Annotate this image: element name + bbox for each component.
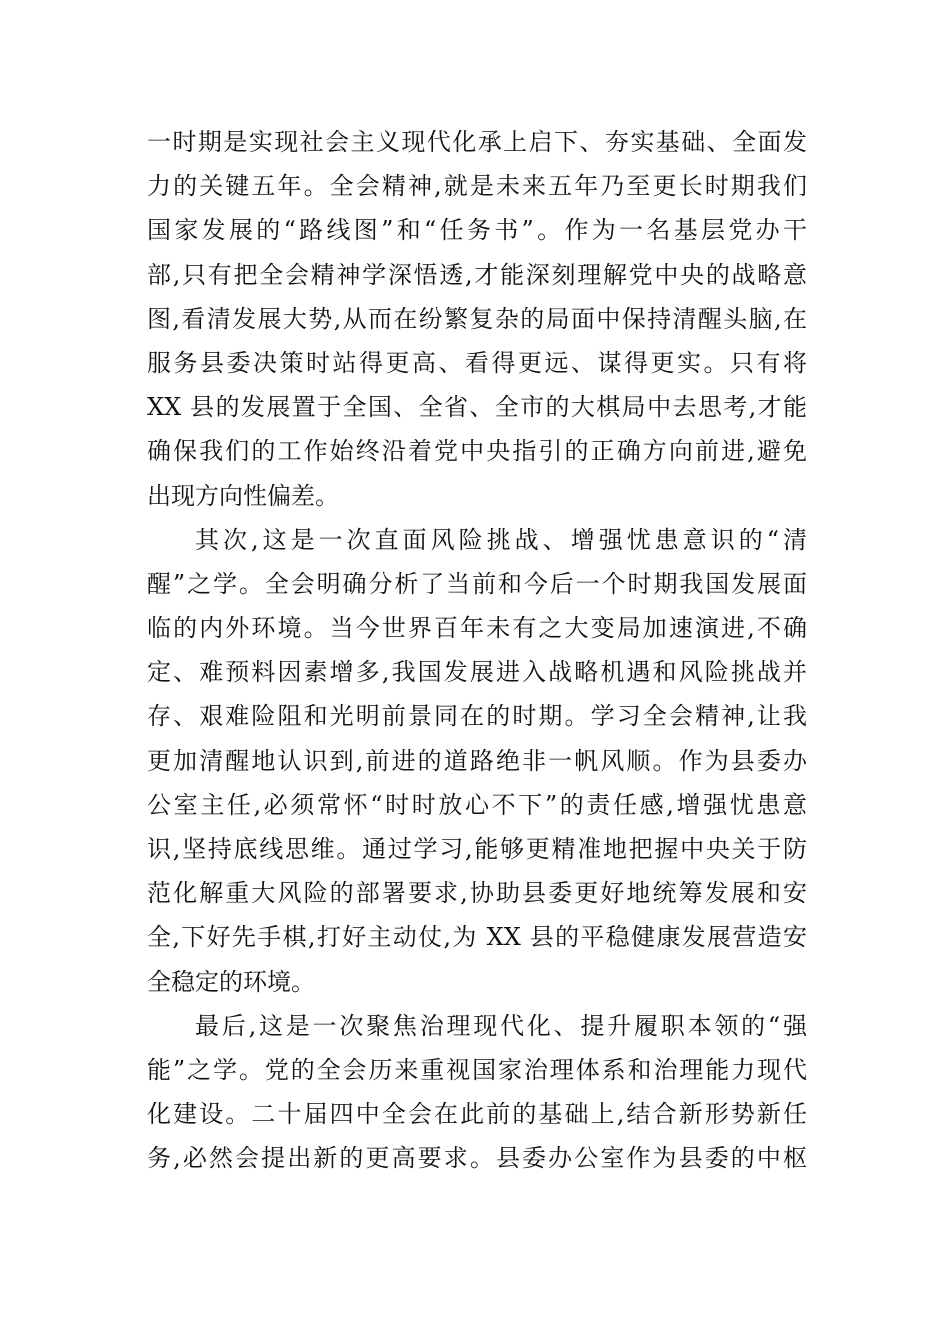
text-line: 服务县委决策时站得更高、看得更远、谋得更实。只有将 bbox=[147, 348, 807, 377]
text-line: 范化解重大风险的部署要求,协助县委更好地统筹发展和安 bbox=[147, 879, 807, 908]
text-line: 图,看清发展大势,从而在纷繁复杂的局面中保持清醒头脑,在 bbox=[147, 304, 807, 333]
text-line: 出现方向性偏差。 bbox=[147, 481, 339, 510]
text-line: 化建设。二十届四中全会在此前的基础上,结合新形势新任 bbox=[147, 1100, 807, 1129]
text-line: 部,只有把全会精神学深悟透,才能深刻理解党中央的战略意 bbox=[147, 260, 807, 289]
text-line: 公室主任,必须常怀“时时放心不下”的责任感,增强忧患意 bbox=[147, 790, 807, 819]
text-line: 务,必然会提出新的更高要求。县委办公室作为县委的中枢 bbox=[147, 1144, 807, 1173]
text-line: 醒”之学。全会明确分析了当前和今后一个时期我国发展面 bbox=[147, 569, 807, 598]
text-line: XX 县的发展置于全国、全省、全市的大棋局中去思考,才能 bbox=[147, 393, 807, 422]
text-line: 国家发展的“路线图”和“任务书”。作为一名基层党办干 bbox=[147, 216, 807, 245]
text-line: 能”之学。党的全会历来重视国家治理体系和治理能力现代 bbox=[147, 1055, 807, 1084]
text-line: 存、艰难险阻和光明前景同在的时期。学习全会精神,让我 bbox=[147, 702, 807, 731]
text-line: 确保我们的工作始终沿着党中央指引的正确方向前进,避免 bbox=[147, 437, 807, 466]
text-line: 一时期是实现社会主义现代化承上启下、夯实基础、全面发 bbox=[147, 128, 807, 156]
text-line: 定、难预料因素增多,我国发展进入战略机遇和风险挑战并 bbox=[147, 658, 807, 687]
text-line: 全稳定的环境。 bbox=[147, 967, 315, 996]
text-line: 最后,这是一次聚焦治理现代化、提升履职本领的“强 bbox=[195, 1011, 807, 1040]
text-line: 力的关键五年。全会精神,就是未来五年乃至更长时期我们 bbox=[147, 172, 807, 201]
text-line: 其次,这是一次直面风险挑战、增强忧患意识的“清 bbox=[195, 525, 807, 554]
text-line: 识,坚持底线思维。通过学习,能够更精准地把握中央关于防 bbox=[147, 835, 807, 863]
document-body bbox=[147, 120, 807, 1181]
text-line: 全,下好先手棋,打好主动仗,为 XX 县的平稳健康发展营造安 bbox=[147, 923, 807, 952]
text-line: 临的内外环境。当今世界百年未有之大变局加速演进,不确 bbox=[147, 614, 807, 643]
text-line: 更加清醒地认识到,前进的道路绝非一帆风顺。作为县委办 bbox=[147, 746, 807, 775]
